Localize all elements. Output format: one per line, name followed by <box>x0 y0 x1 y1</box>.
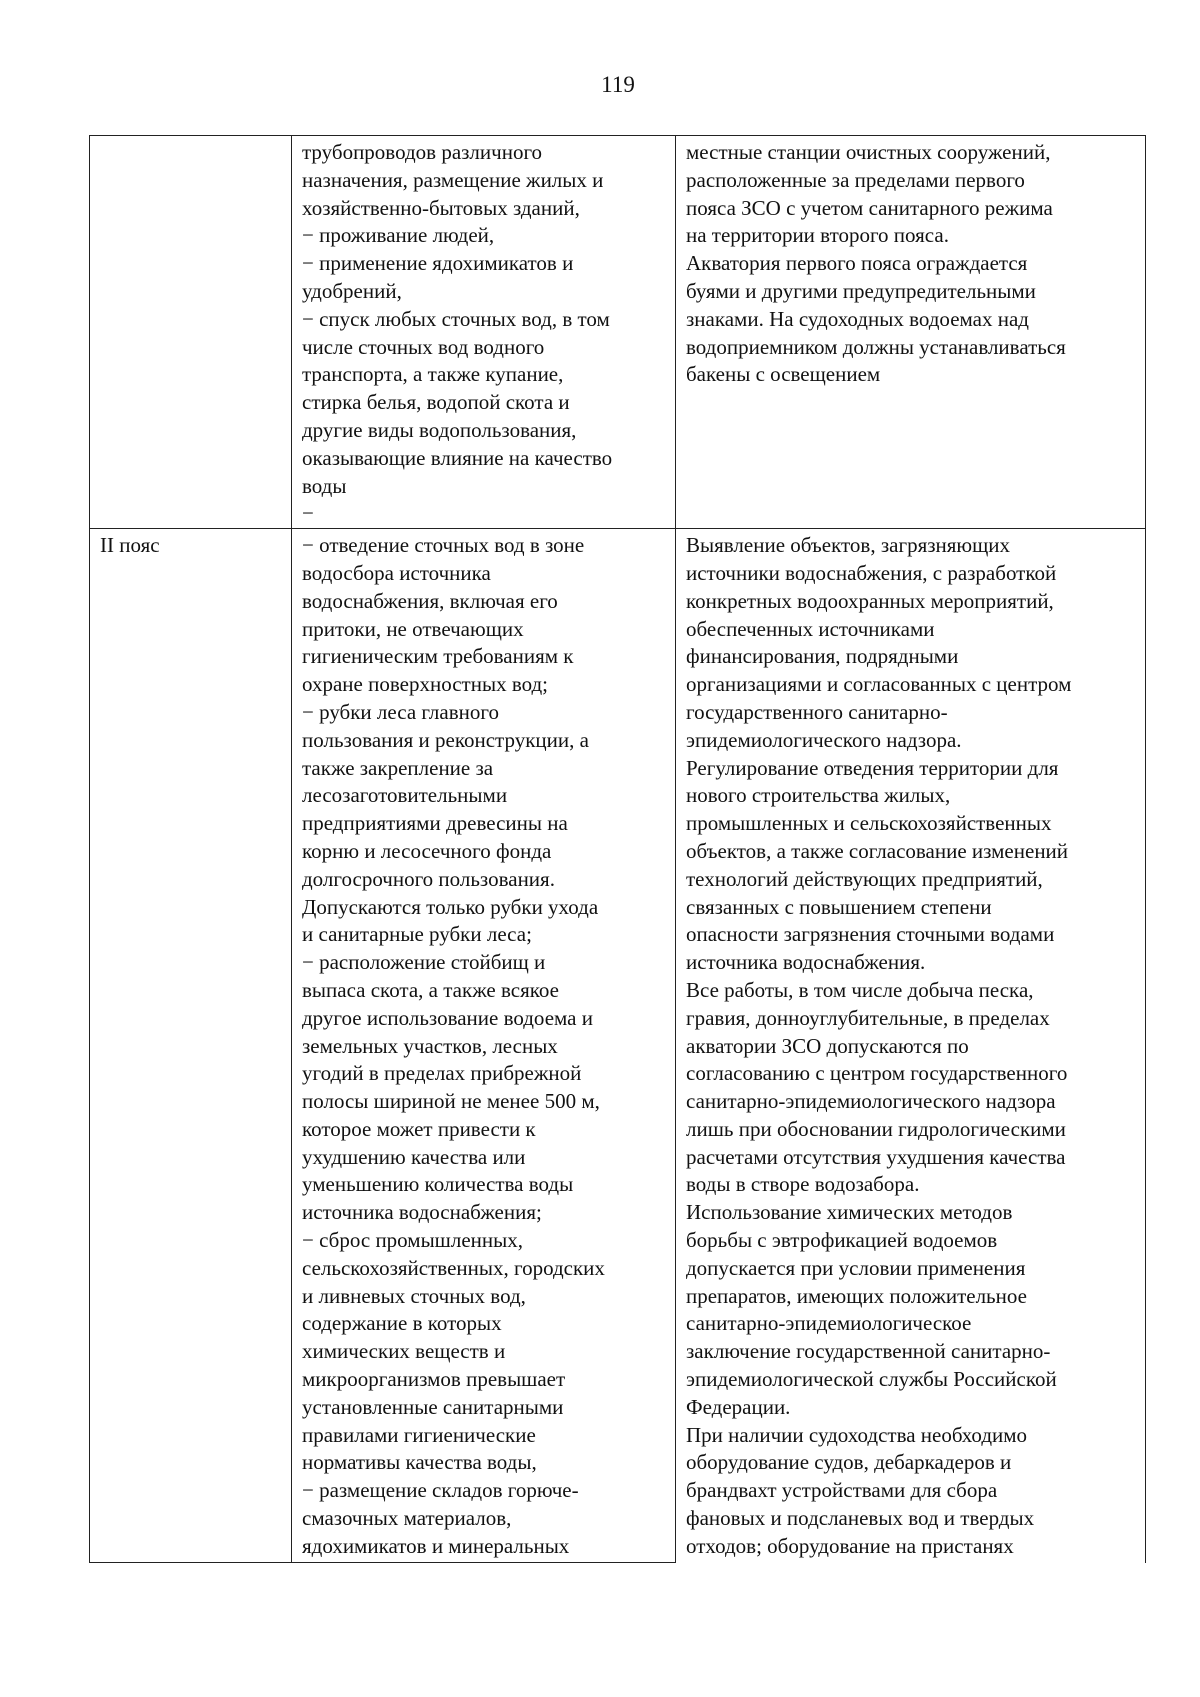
restrictions-cell: трубопроводов различного назначения, размещение жилых и хозяйственно-бытовых зданий, − проживание людей, − применение ядохимикатов и удобрений, − спуск любых сточных вод, в том числе сточных вод водного транспорта, а также купание, стирка белья, водопой скота и другие виды водопользования, оказывающие влияние на качество воды − <box>292 136 676 529</box>
sanitary-zone-table <box>89 135 1146 1563</box>
page-number: 119 <box>601 72 635 97</box>
measures-cell: Выявление объектов, загрязняющих источники водоснабжения, с разработкой конкретных водоохранных мероприятий, обеспеченных источниками финансирования, подрядными организациями и согласованных с центром государственного санитарно- эпидемиологического надзора. Регулирование отведения территории для нового строительства жилых, промышленных и сельскохозяйственных объектов, а также согласование изменений технологий действующих предприятий, связанных с повышением степени опасности загрязнения сточными водами источника водоснабжения. Все работы, в том числе добыча песка, гравия, донноуглубительные, в пределах акватории ЗСО допускаются по согласованию с центром государственного санитарно-эпидемиологического надзора лишь при обосновании гидрологическими расчетами отсутствия ухудшения качества воды в створе водозабора. Использование химических методов борьбы с эвтрофикацией водоемов допускается при условии применения препаратов, имеющих положительное санитарно-эпидемиологическое заключение государственной санитарно- эпидемиологической службы Российской Федерации. При наличии судоходства необходимо оборудование судов, дебаркадеров и брандвахт устройствами для сбора фановых и подсланевых вод и твердых отходов; оборудование на пристанях <box>676 529 1146 1563</box>
table-row <box>90 136 1146 529</box>
zone-cell: II пояс <box>90 529 292 1563</box>
restrictions-cell: − отведение сточных вод в зоне водосбора источника водоснабжения, включая его притоки, не отвечающих гигиеническим требованиям к охране поверхностных вод; − рубки леса главного пользования и реконструкции, а также закрепление за лесозаготовительными предприятиями древесины на корню и лесосечного фонда долгосрочного пользования. Допускаются только рубки ухода и санитарные рубки леса; − расположение стойбищ и выпаса скота, а также всякое другое использование водоема и земельных участков, лесных угодий в пределах прибрежной полосы шириной не менее 500 м, которое может привести к ухудшению качества или уменьшению количества воды источника водоснабжения; − сброс промышленных, сельскохозяйственных, городских и ливневых сточных вод, содержание в которых химических веществ и микроорганизмов превышает установленные санитарными правилами гигиенические нормативы качества воды, − размещение складов горюче- смазочных материалов, ядохимикатов и минеральных <box>292 529 676 1563</box>
measures-cell: местные станции очистных сооружений, расположенные за пределами первого пояса ЗСО с учетом санитарного режима на территории второго пояса. Акватория первого пояса ограждается буями и другими предупредительными знаками. На судоходных водоемах над водоприемником должны устанавливаться бакены с освещением <box>676 136 1146 529</box>
zone-cell <box>90 136 292 529</box>
table-row <box>90 529 1146 1563</box>
